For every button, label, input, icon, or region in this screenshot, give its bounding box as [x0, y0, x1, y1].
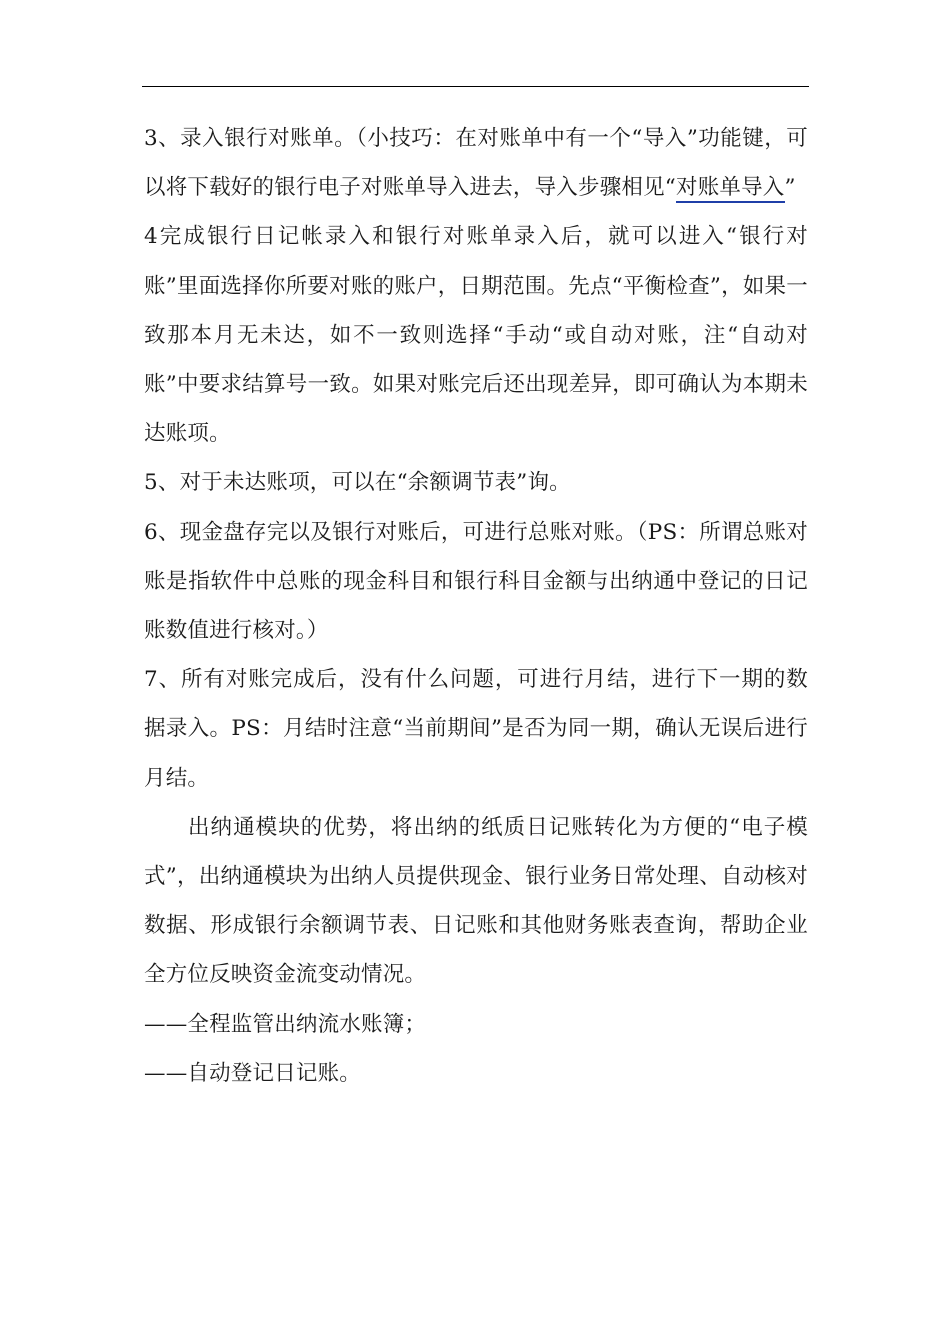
paragraph-step-6: 6、现金盘存完以及银行对账后，可进行总账对账。（PS：所谓总账对账是指软件中总账的现金科目和银行科目金额与出纳通中登记的日记账数值进行核对。） [144, 519, 808, 644]
paragraph-step-4: 4完成银行日记帐录入和银行对账单录入后，就可以进入“银行对账”里面选择你所要对账的账户，日期范围。先点“平衡检查”，如果一致那本月无未达，如不一致则选择“手动“或自动对账，注“自动对账”中要求结算号一致。如果对账完后还出现差异，即可确认为本期未达账项。 [144, 224, 808, 447]
paragraph-step-7: 7、所有对账完成后，没有什么问题，可进行月结，进行下一期的数据录入。PS：月结时注意“当前期间”是否为同一期，确认无误后进行月结。 [144, 667, 808, 791]
paragraph-step-3-text: 3、录入银行对账单。（小技巧：在对账单中有一个“导入”功能键，可以将下载好的银行电子对账单导入进去，导入步骤相见“ [144, 126, 808, 201]
document-body [144, 114, 808, 1098]
bullet-item-ledger: ——全程监管出纳流水账簿； [144, 1011, 427, 1037]
bullet-item-journal: ——自动登记日记账。 [144, 1060, 362, 1086]
paragraph-step-3 [144, 114, 808, 212]
import-statement-link[interactable]: 对账单导入 [676, 175, 785, 203]
paragraph-step-5: 5、对于未达账项，可以在“余额调节表”询。 [144, 470, 571, 496]
paragraph-step-3-closing: ” [784, 175, 796, 201]
paragraph-advantage: 出纳通模块的优势，将出纳的纸质日记账转化为方便的“电子模式”，出纳通模块为出纳人员提供现金、银行业务日常处理、自动核对数据、形成银行余额调节表、日记账和其他财务账表查询，帮助企业全方位反映资金流变动情况。 [144, 814, 808, 988]
header-rule [142, 86, 809, 87]
